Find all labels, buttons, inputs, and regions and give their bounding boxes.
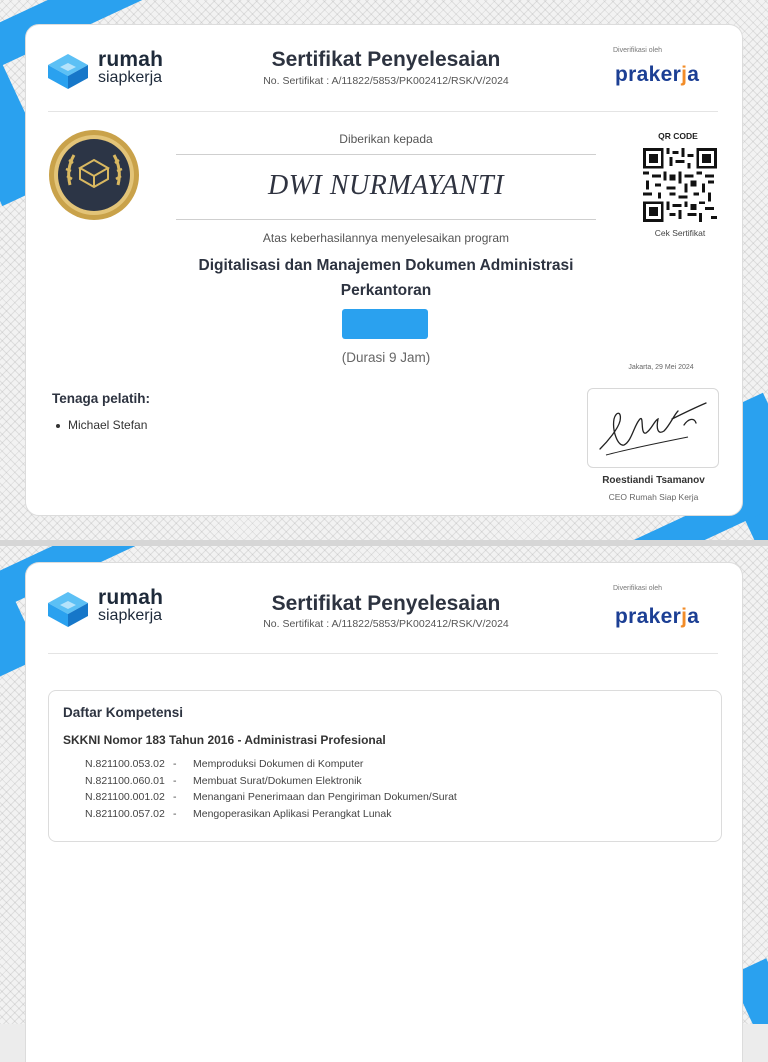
trainer-name: Michael Stefan xyxy=(68,418,148,432)
duration-label: (Durasi 9 Jam) xyxy=(341,350,431,365)
competency-name: Mengoperasikan Aplikasi Perangkat Lunak xyxy=(193,807,392,820)
program-title-line1: Digitalisasi dan Manajemen Dokumen Administrasi xyxy=(198,257,574,274)
dash-separator: - xyxy=(173,791,177,803)
completion-text: Atas keberhasilannya menyelesaikan program xyxy=(262,231,510,245)
competency-name: Menangani Penerimaan dan Pengiriman Dokumen/Surat xyxy=(193,791,457,803)
name-bottom-rule xyxy=(176,219,596,220)
competency-code: N.821100.001.02 xyxy=(85,791,165,803)
certificate-number: No. Sertifikat : A/11822/5853/PK002412/RSK/V/2024 xyxy=(263,75,509,87)
certificate-title: Sertifikat Penyelesaian xyxy=(271,592,501,615)
trainer-list-item xyxy=(56,418,147,432)
given-to-label: Diberikan kepada xyxy=(339,132,433,146)
qr-code-label: QR CODE xyxy=(658,131,698,141)
competency-name: Membuat Surat/Dokumen Elektronik xyxy=(193,774,362,787)
recipient-name: DWI NURMAYANTI xyxy=(267,170,505,201)
trainer-heading: Tenaga pelatih: xyxy=(52,391,151,406)
house-logo-icon xyxy=(46,590,90,628)
program-title xyxy=(166,253,606,303)
check-certificate-link[interactable]: Cek Sertifikat xyxy=(654,228,706,238)
competency-name: Memproduksi Dokumen di Komputer xyxy=(193,758,364,770)
header-divider xyxy=(48,653,718,654)
medal-badge-icon xyxy=(48,129,140,221)
competency-item xyxy=(85,758,457,775)
bullet-icon xyxy=(56,424,60,428)
logo-text-rumah: rumah xyxy=(98,586,164,609)
competency-panel xyxy=(48,690,722,842)
certificate-page-1 xyxy=(25,24,743,516)
competency-item xyxy=(85,791,457,808)
signer-role: CEO Rumah Siap Kerja xyxy=(608,492,699,502)
certificate-title: Sertifikat Penyelesaian xyxy=(271,48,501,71)
competency-code: N.821100.060.01 xyxy=(85,774,165,787)
verified-by-label: Diverifikasi oleh xyxy=(613,47,663,54)
competency-list xyxy=(85,758,457,824)
competency-standard: SKKNI Nomor 183 Tahun 2016 - Administrasi Profesional xyxy=(63,733,386,747)
competency-item xyxy=(85,808,457,825)
rumah-siapkerja-logo xyxy=(46,50,186,90)
signer-name: Roestiandi Tsamanov xyxy=(602,475,705,486)
competency-item xyxy=(85,775,457,792)
rumah-siapkerja-logo xyxy=(46,588,186,628)
certificate-number: No. Sertifikat : A/11822/5853/PK002412/RSK/V/2024 xyxy=(263,618,509,630)
competency-heading: Daftar Kompetensi xyxy=(63,705,184,720)
certificate-page-2 xyxy=(25,562,743,1062)
page-gap xyxy=(0,540,768,546)
verified-by-label: Diverifikasi oleh xyxy=(613,585,663,592)
redaction-box xyxy=(342,309,428,339)
prakerja-logo: prakerja xyxy=(615,63,700,86)
logo-text-siapkerja: siapkerja xyxy=(98,69,163,86)
house-logo-icon xyxy=(46,52,90,90)
signature-image xyxy=(588,389,718,467)
dash-separator: - xyxy=(173,758,177,770)
dash-separator: - xyxy=(173,807,177,820)
header-divider xyxy=(48,111,718,112)
dash-separator: - xyxy=(173,774,177,787)
place-date: Jakarta, 29 Mei 2024 xyxy=(628,364,694,371)
competency-code: N.821100.053.02 xyxy=(85,758,165,770)
name-top-rule xyxy=(176,154,596,155)
competency-code: N.821100.057.02 xyxy=(85,807,165,820)
signature-box xyxy=(587,388,719,468)
logo-text-siapkerja: siapkerja xyxy=(98,607,163,624)
qr-code[interactable] xyxy=(643,148,717,222)
logo-text-rumah: rumah xyxy=(98,48,164,71)
program-title-line2: Perkantoran xyxy=(340,282,432,299)
prakerja-logo: prakerja xyxy=(615,605,700,628)
